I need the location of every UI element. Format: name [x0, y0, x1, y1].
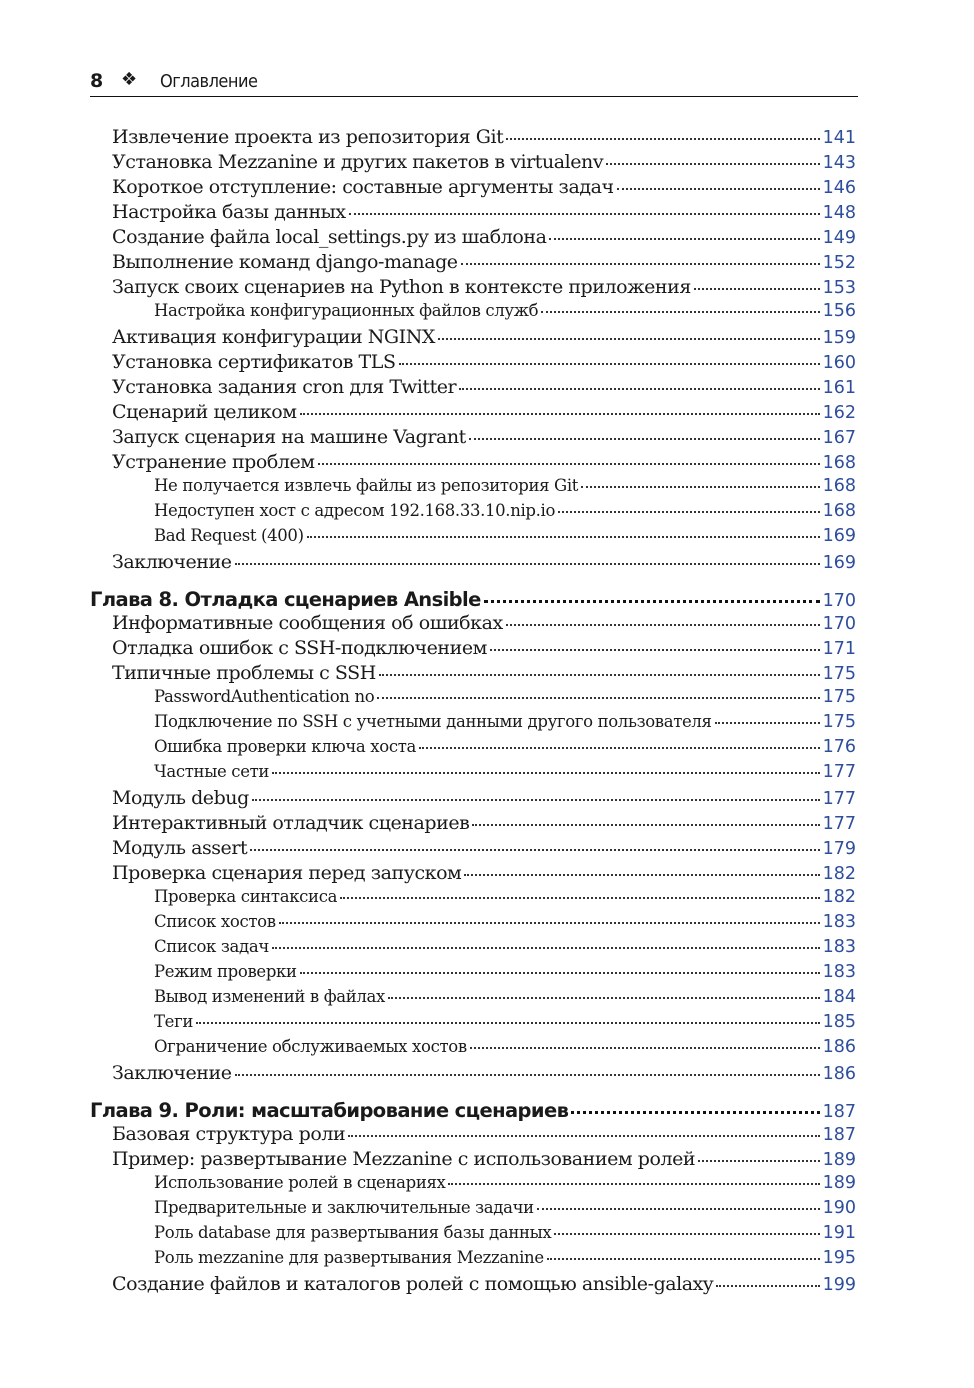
toc-entry-page: 189: [822, 1172, 856, 1193]
toc-entry-title: PasswordAuthentication no: [154, 686, 375, 706]
toc-entry-page: 183: [822, 911, 856, 932]
toc-entry-page: 143: [822, 153, 856, 173]
dot-leader: [461, 244, 820, 265]
toc-entry-page: 187: [822, 1125, 856, 1145]
toc-entry-title: Глава 9. Роли: масштабирование сценариев: [90, 1098, 569, 1122]
dot-leader: [379, 655, 820, 676]
toc-entry-page: 162: [822, 403, 856, 423]
toc-entry-title: Список хостов: [154, 911, 276, 931]
toc-entry-page: 160: [822, 353, 856, 373]
toc-entry-title: Роль mezzanine для развертывания Mezzanine: [154, 1247, 544, 1267]
toc-entry-title: Подключение по SSH с учетными данными другого пользователя: [154, 711, 712, 731]
dot-leader: [581, 469, 820, 488]
toc-entry-page: 175: [822, 686, 856, 707]
toc-entry-title: Запуск своих сценариев на Python в контексте приложения: [112, 276, 691, 298]
toc-entry-page: 175: [822, 711, 856, 732]
toc-entry-page: 182: [822, 864, 856, 884]
dot-leader: [490, 630, 820, 651]
running-title: Оглавление: [160, 71, 258, 92]
toc-entry-title: Установка Mezzanine и других пакетов в virtualenv: [112, 151, 604, 173]
toc-entry-page: 179: [822, 839, 856, 859]
toc-entry-title: Ограничение обслуживаемых хостов: [154, 1036, 467, 1056]
dot-leader: [448, 1166, 819, 1185]
toc-entry-page: 199: [822, 1275, 856, 1295]
toc-entry-title: Информативные сообщения об ошибках: [112, 612, 503, 634]
dot-leader: [388, 980, 820, 999]
toc-entry-page: 152: [822, 253, 856, 273]
dot-leader: [537, 1191, 820, 1210]
dot-leader: [300, 955, 820, 974]
dot-leader: [506, 119, 819, 140]
toc-entry-page: 171: [822, 639, 856, 659]
dot-leader: [472, 805, 819, 826]
toc-entry-page: 167: [822, 428, 856, 448]
toc-entry-title: Базовая структура роли: [112, 1123, 346, 1145]
toc-entry-title: Создание файлов и каталогов ролей с помощью ansible-galaxy: [112, 1273, 714, 1295]
toc-entry-page: 189: [822, 1150, 856, 1170]
dot-leader: [470, 1030, 820, 1049]
toc-entry-page: 161: [822, 378, 856, 398]
toc-entry-page: 156: [822, 300, 856, 321]
toc-entry-title: Режим проверки: [154, 961, 297, 981]
toc-entry-page: 184: [822, 986, 856, 1007]
toc-entry-title: Короткое отступление: составные аргументы задач: [112, 176, 614, 198]
dot-leader: [235, 544, 820, 565]
toc-entry-title: Не получается извлечь файлы из репозитория Git: [154, 475, 579, 495]
dot-leader: [459, 369, 819, 390]
dot-leader: [272, 755, 820, 774]
toc-entry-title: Выполнение команд django-manage: [112, 251, 458, 273]
dot-leader: [252, 780, 820, 801]
toc-entry: [90, 547, 856, 572]
toc-entry-title: Недоступен хост с адресом 192.168.33.10.nip.io: [154, 500, 556, 520]
toc-entry-title: Установка задания cron для Twitter: [112, 376, 457, 398]
toc-entry-page: 149: [822, 228, 856, 248]
dot-leader: [541, 294, 819, 313]
dot-leader: [606, 144, 819, 165]
toc-entry-title: Bad Request (400): [154, 525, 304, 545]
toc-entry-title: Список задач: [154, 936, 269, 956]
dot-leader: [558, 494, 820, 513]
toc-entry-title: Роль database для развертывания базы данных: [154, 1222, 552, 1242]
toc-entry-page: 177: [822, 761, 856, 782]
toc-entry-title: Создание файла local_settings.py из шаблона: [112, 226, 547, 248]
dot-leader: [469, 419, 820, 440]
dot-leader: [554, 1216, 819, 1235]
toc-entry-page: 168: [822, 500, 856, 521]
toc-entry-page: 185: [822, 1011, 856, 1032]
toc-entry-page: 170: [822, 614, 856, 634]
toc-entry-title: Запуск сценария на машине Vagrant: [112, 426, 466, 448]
dot-leader: [484, 580, 820, 603]
dot-leader: [349, 194, 820, 215]
toc-entry-title: Ошибка проверки ключа хоста: [154, 736, 417, 756]
dot-leader: [196, 1005, 820, 1024]
toc-entry-title: Заключение: [112, 1062, 232, 1084]
toc-entry-title: Извлечение проекта из репозитория Git: [112, 126, 504, 148]
toc-entry-page: 190: [822, 1197, 856, 1218]
page-number: 8: [90, 70, 104, 92]
dot-leader: [419, 730, 820, 749]
toc-entry-page: 175: [822, 664, 856, 684]
dot-leader: [377, 680, 819, 699]
toc-entry-page: 195: [822, 1247, 856, 1268]
toc-entry-page: 191: [822, 1222, 856, 1243]
dot-leader: [300, 394, 820, 415]
toc-entry-title: Установка сертификатов TLS: [112, 351, 396, 373]
table-of-contents: [90, 122, 856, 1294]
dot-leader: [716, 1266, 819, 1287]
toc-entry-page: 182: [822, 886, 856, 907]
toc-entry-page: 186: [822, 1036, 856, 1057]
toc-entry-title: Устранение проблем: [112, 451, 315, 473]
toc-entry-title: Пример: развертывание Mezzanine с использованием ролей: [112, 1148, 696, 1170]
toc-entry-title: Заключение: [112, 551, 232, 573]
dot-leader: [549, 219, 819, 240]
toc-entry-title: Настройка базы данных: [112, 201, 346, 223]
running-header: [90, 66, 858, 97]
toc-entry-page: 169: [822, 525, 856, 546]
dot-leader: [464, 855, 819, 876]
dot-leader: [506, 605, 820, 626]
dot-leader: [617, 169, 820, 190]
toc-entry-title: Использование ролей в сценариях: [154, 1172, 446, 1192]
dot-leader: [438, 319, 820, 340]
toc-entry-page: 153: [822, 278, 856, 298]
toc-entry-title: Вывод изменений в файлах: [154, 986, 385, 1006]
toc-entry-title: Проверка синтаксиса: [154, 886, 338, 906]
toc-entry-page: 141: [822, 128, 856, 148]
toc-entry-title: Проверка сценария перед запуском: [112, 862, 462, 884]
ornament-icon: ❖: [121, 69, 138, 90]
toc-entry-page: 176: [822, 736, 856, 757]
dot-leader: [318, 444, 820, 465]
dot-leader: [694, 269, 820, 290]
toc-entry-page: 148: [822, 203, 856, 223]
toc-entry-title: Сценарий целиком: [112, 401, 297, 423]
toc-entry-title: Частные сети: [154, 761, 270, 781]
toc-entry-page: 170: [822, 590, 856, 611]
dot-leader: [399, 344, 820, 365]
dot-leader: [340, 880, 820, 899]
toc-entry-title: Модуль debug: [112, 787, 249, 809]
toc-entry: [90, 1269, 856, 1294]
toc-entry-title: Предварительные и заключительные задачи: [154, 1197, 534, 1217]
toc-entry-title: Типичные проблемы с SSH: [112, 662, 376, 684]
toc-entry-title: Активация конфигурации NGINX: [112, 326, 435, 348]
toc-entry-page: 159: [822, 328, 856, 348]
toc-entry-page: 183: [822, 961, 856, 982]
dot-leader: [307, 519, 820, 538]
toc-entry-page: 177: [822, 814, 856, 834]
dot-leader: [571, 1091, 819, 1114]
dot-leader: [547, 1241, 820, 1260]
toc-entry-page: 146: [822, 178, 856, 198]
toc-entry-page: 169: [822, 553, 856, 573]
toc-entry-page: 187: [822, 1101, 856, 1122]
dot-leader: [235, 1055, 820, 1076]
dot-leader: [348, 1116, 819, 1137]
toc-entry-page: 168: [822, 453, 856, 473]
toc-entry-page: 186: [822, 1064, 856, 1084]
toc-entry: [90, 1058, 856, 1083]
toc-entry-page: 177: [822, 789, 856, 809]
toc-entry-title: Теги: [154, 1011, 194, 1031]
dot-leader: [279, 905, 820, 924]
toc-entry-title: Модуль assert: [112, 837, 248, 859]
toc-entry-title: Отладка ошибок с SSH-подключением: [112, 637, 487, 659]
dot-leader: [698, 1141, 819, 1162]
dot-leader: [250, 830, 819, 851]
toc-entry-title: Настройка конфигурационных файлов служб: [154, 300, 539, 320]
toc-entry-page: 168: [822, 475, 856, 496]
toc-entry-title: Глава 8. Отладка сценариев Ansible: [90, 587, 481, 611]
toc-entry-page: 183: [822, 936, 856, 957]
dot-leader: [715, 705, 820, 724]
dot-leader: [272, 930, 820, 949]
toc-entry-title: Интерактивный отладчик сценариев: [112, 812, 470, 834]
